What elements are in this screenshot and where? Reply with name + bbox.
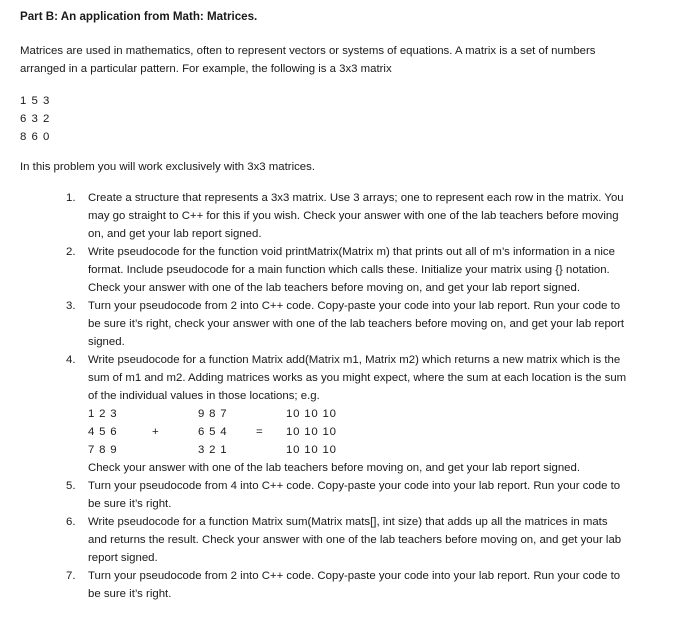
item-number: 2. (66, 246, 76, 258)
item-number: 4. (66, 354, 76, 366)
item-number: 3. (66, 300, 76, 312)
task-item-3 (66, 297, 690, 351)
matrix-a-row: 7 8 9 (88, 444, 118, 456)
item-line: Create a structure that represents a 3x3 matrix. Use 3 arrays; one to represent each row in the matrix. You (88, 192, 624, 204)
example-matrix (20, 92, 50, 146)
item-line: Check your answer with one of the lab teachers before moving on, and get your lab report signed. (88, 462, 580, 474)
intro-paragraph (20, 42, 690, 78)
item-line: report signed. (88, 552, 158, 564)
item-line: sum of m1 and m2. Adding matrices works as you might expect, where the sum at each location is the sum (88, 372, 627, 384)
item-line: may go straight to C++ for this if you wish. Check your answer with one of the lab teachers before moving (88, 210, 619, 222)
matrix-sum-row: 10 10 10 (286, 426, 337, 438)
item-line: format. Include pseudocode for a main function which calls these. Initialize your matrix using {} notation. (88, 264, 610, 276)
intro-line: Matrices are used in mathematics, often to represent vectors or systems of equations. A matrix is a set of numbers (20, 45, 596, 57)
item-line: Turn your pseudocode from 2 into C++ code. Copy-paste your code into your lab report. Run your code to (88, 300, 621, 312)
item-line: Turn your pseudocode from 2 into C++ code. Copy-paste your code into your lab report. Run your code to (88, 570, 621, 582)
equals-sign: = (256, 426, 264, 438)
matrix-addition-row (88, 441, 690, 459)
item-line: of the individual values in those locations; e.g. (88, 390, 320, 402)
item-number: 6. (66, 516, 76, 528)
plus-sign: + (152, 426, 160, 438)
item-number: 5. (66, 480, 76, 492)
item-line: on, and get your lab report signed. (88, 228, 262, 240)
task-item-1 (66, 189, 690, 243)
item-line: Write pseudocode for a function Matrix add(Matrix m1, Matrix m2) which returns a new matrix which is the (88, 354, 621, 366)
matrix-row: 6 3 2 (20, 113, 51, 125)
matrix-addition-row (88, 423, 690, 441)
task-list (66, 189, 690, 603)
exclusive-note: In this problem you will work exclusively with 3x3 matrices. (20, 161, 315, 173)
item-line: be sure it’s right, check your answer with one of the lab teachers before moving on, and get your lab report (88, 318, 625, 330)
item-line: and returns the result. Check your answer with one of the lab teachers before moving on, and get your lab (88, 534, 622, 546)
task-item-7 (66, 567, 690, 603)
item-number: 7. (66, 570, 76, 582)
task-item-4 (66, 351, 690, 477)
item-line: Write pseudocode for a function Matrix sum(Matrix mats[], int size) that adds up all the matrices in mats (88, 516, 608, 528)
matrix-b-row: 9 8 7 (198, 408, 228, 420)
matrix-b-row: 3 2 1 (198, 444, 228, 456)
item-line: be sure it’s right. (88, 498, 172, 510)
matrix-sum-row: 10 10 10 (286, 408, 337, 420)
task-item-6 (66, 513, 690, 567)
matrix-addition-row (88, 405, 690, 423)
item-line: Turn your pseudocode from 4 into C++ code. Copy-paste your code into your lab report. Run your code to (88, 480, 621, 492)
matrix-row: 8 6 0 (20, 131, 51, 143)
matrix-a-row: 4 5 6 (88, 426, 118, 438)
task-item-2 (66, 243, 690, 297)
matrix-b-row: 6 5 4 (198, 426, 228, 438)
task-item-5 (66, 477, 690, 513)
item-line: Check your answer with one of the lab teachers before moving on, and get your lab report signed. (88, 282, 580, 294)
item-line: be sure it’s right. (88, 588, 172, 600)
item-number: 1. (66, 192, 76, 204)
matrix-sum-row: 10 10 10 (286, 444, 337, 456)
item-line: Write pseudocode for the function void printMatrix(Matrix m) that prints out all of m’s information in a nice (88, 246, 615, 258)
intro-line: arranged in a particular pattern. For example, the following is a 3x3 matrix (20, 63, 392, 75)
item-line: signed. (88, 336, 125, 348)
matrix-row: 1 5 3 (20, 95, 51, 107)
matrix-a-row: 1 2 3 (88, 408, 118, 420)
section-heading: Part B: An application from Math: Matrices. (20, 10, 258, 23)
